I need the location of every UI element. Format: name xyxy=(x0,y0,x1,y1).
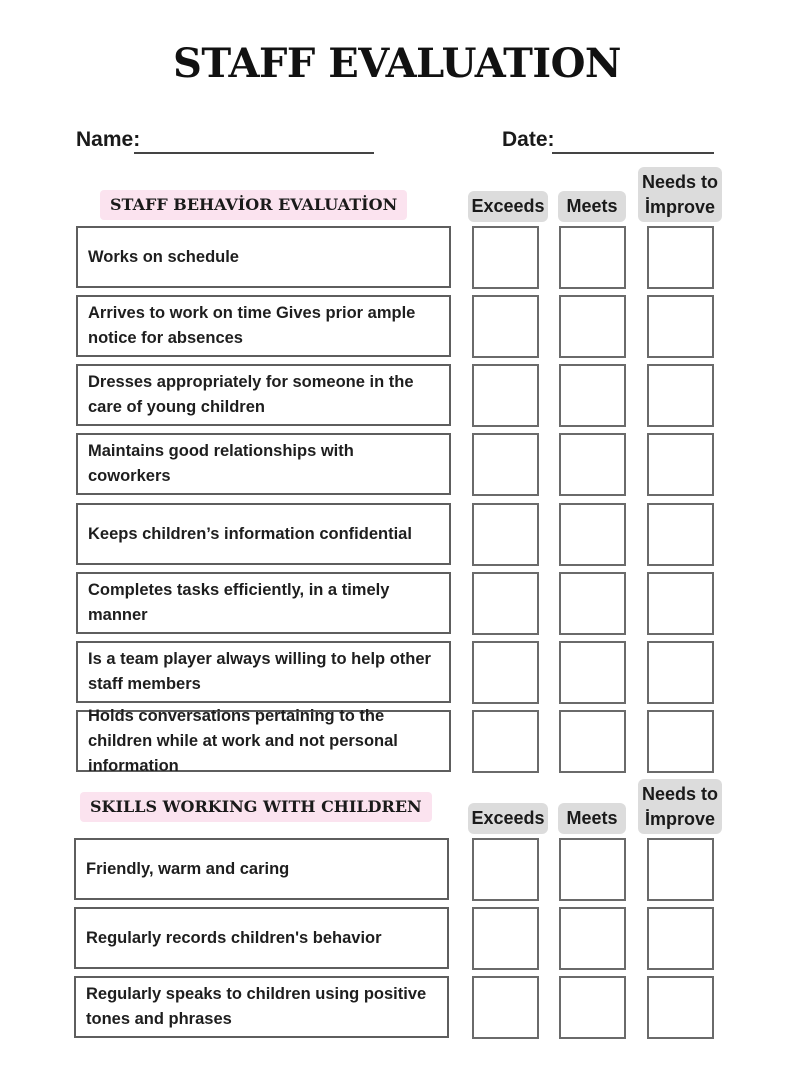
meets-checkbox[interactable] xyxy=(559,226,626,289)
exceeds-checkbox[interactable] xyxy=(472,503,539,566)
name-label: Name: xyxy=(76,128,141,151)
column-meets-header: Meets xyxy=(558,191,626,222)
meets-checkbox[interactable] xyxy=(559,838,626,901)
criterion-text: Dresses appropriately for someone in the care of young children xyxy=(88,373,414,416)
needs-improve-checkbox[interactable] xyxy=(647,838,714,901)
criterion-text: Keeps children’s information confidential xyxy=(88,524,412,543)
needs-improve-checkbox[interactable] xyxy=(647,295,714,358)
column-meets-header-2: Meets xyxy=(558,803,626,834)
needs-improve-checkbox[interactable] xyxy=(647,641,714,704)
criterion-item xyxy=(76,226,451,288)
column-needs-improve-header: Needs to İmprove xyxy=(638,167,722,222)
exceeds-checkbox[interactable] xyxy=(472,838,539,901)
needs-improve-checkbox[interactable] xyxy=(647,503,714,566)
criterion-item xyxy=(76,364,451,426)
meets-checkbox[interactable] xyxy=(559,433,626,496)
needs-improve-checkbox[interactable] xyxy=(647,572,714,635)
meets-checkbox[interactable] xyxy=(559,710,626,773)
exceeds-checkbox[interactable] xyxy=(472,572,539,635)
column-needs-improve-header-2: Needs to İmprove xyxy=(638,779,722,834)
needs-improve-checkbox[interactable] xyxy=(647,364,714,427)
criterion-text: Holds conversations pertaining to the children while at work and not personal information xyxy=(88,706,398,775)
needs-improve-checkbox[interactable] xyxy=(647,976,714,1039)
criterion-text: Regularly records children's behavior xyxy=(86,928,382,947)
criterion-item xyxy=(76,503,451,565)
exceeds-checkbox[interactable] xyxy=(472,364,539,427)
criterion-item xyxy=(74,976,449,1038)
meets-checkbox[interactable] xyxy=(559,976,626,1039)
criterion-item xyxy=(74,838,449,900)
exceeds-checkbox[interactable] xyxy=(472,710,539,773)
section-staff-behavior-label: STAFF BEHAVİOR EVALUATİON xyxy=(100,190,407,220)
criterion-text: Friendly, warm and caring xyxy=(86,859,290,878)
criterion-text: Regularly speaks to children using positive tones and phrases xyxy=(86,985,427,1028)
exceeds-checkbox[interactable] xyxy=(472,907,539,970)
date-label: Date: xyxy=(502,128,555,151)
exceeds-checkbox[interactable] xyxy=(472,641,539,704)
meets-checkbox[interactable] xyxy=(559,364,626,427)
date-field[interactable] xyxy=(552,152,714,154)
meets-checkbox[interactable] xyxy=(559,503,626,566)
meets-checkbox[interactable] xyxy=(559,641,626,704)
criterion-text: Arrives to work on time Gives prior ample notice for absences xyxy=(88,304,416,347)
criterion-item xyxy=(74,907,449,969)
needs-improve-checkbox[interactable] xyxy=(647,907,714,970)
exceeds-checkbox[interactable] xyxy=(472,226,539,289)
column-exceeds-header-2: Exceeds xyxy=(468,803,548,834)
name-field[interactable] xyxy=(134,152,374,154)
exceeds-checkbox[interactable] xyxy=(472,433,539,496)
needs-improve-checkbox[interactable] xyxy=(647,710,714,773)
exceeds-checkbox[interactable] xyxy=(472,295,539,358)
meets-checkbox[interactable] xyxy=(559,572,626,635)
meets-checkbox[interactable] xyxy=(559,295,626,358)
criterion-text: Maintains good relationships with coworkers xyxy=(88,442,354,485)
needs-improve-checkbox[interactable] xyxy=(647,226,714,289)
criterion-item xyxy=(76,641,451,703)
column-exceeds-header: Exceeds xyxy=(468,191,548,222)
criterion-text: Works on schedule xyxy=(88,247,239,266)
criterion-item xyxy=(76,706,451,775)
section-skills-label: SKILLS WORKING WITH CHILDREN xyxy=(80,792,432,822)
criterion-item xyxy=(76,433,451,495)
exceeds-checkbox[interactable] xyxy=(472,976,539,1039)
needs-improve-checkbox[interactable] xyxy=(647,433,714,496)
page-title: STAFF EVALUATION xyxy=(173,40,621,87)
criterion-item xyxy=(76,295,451,357)
meets-checkbox[interactable] xyxy=(559,907,626,970)
criterion-text: Is a team player always willing to help other staff members xyxy=(88,650,431,693)
criterion-item xyxy=(76,572,451,634)
criterion-text: Completes tasks efficiently, in a timely manner xyxy=(88,581,390,624)
